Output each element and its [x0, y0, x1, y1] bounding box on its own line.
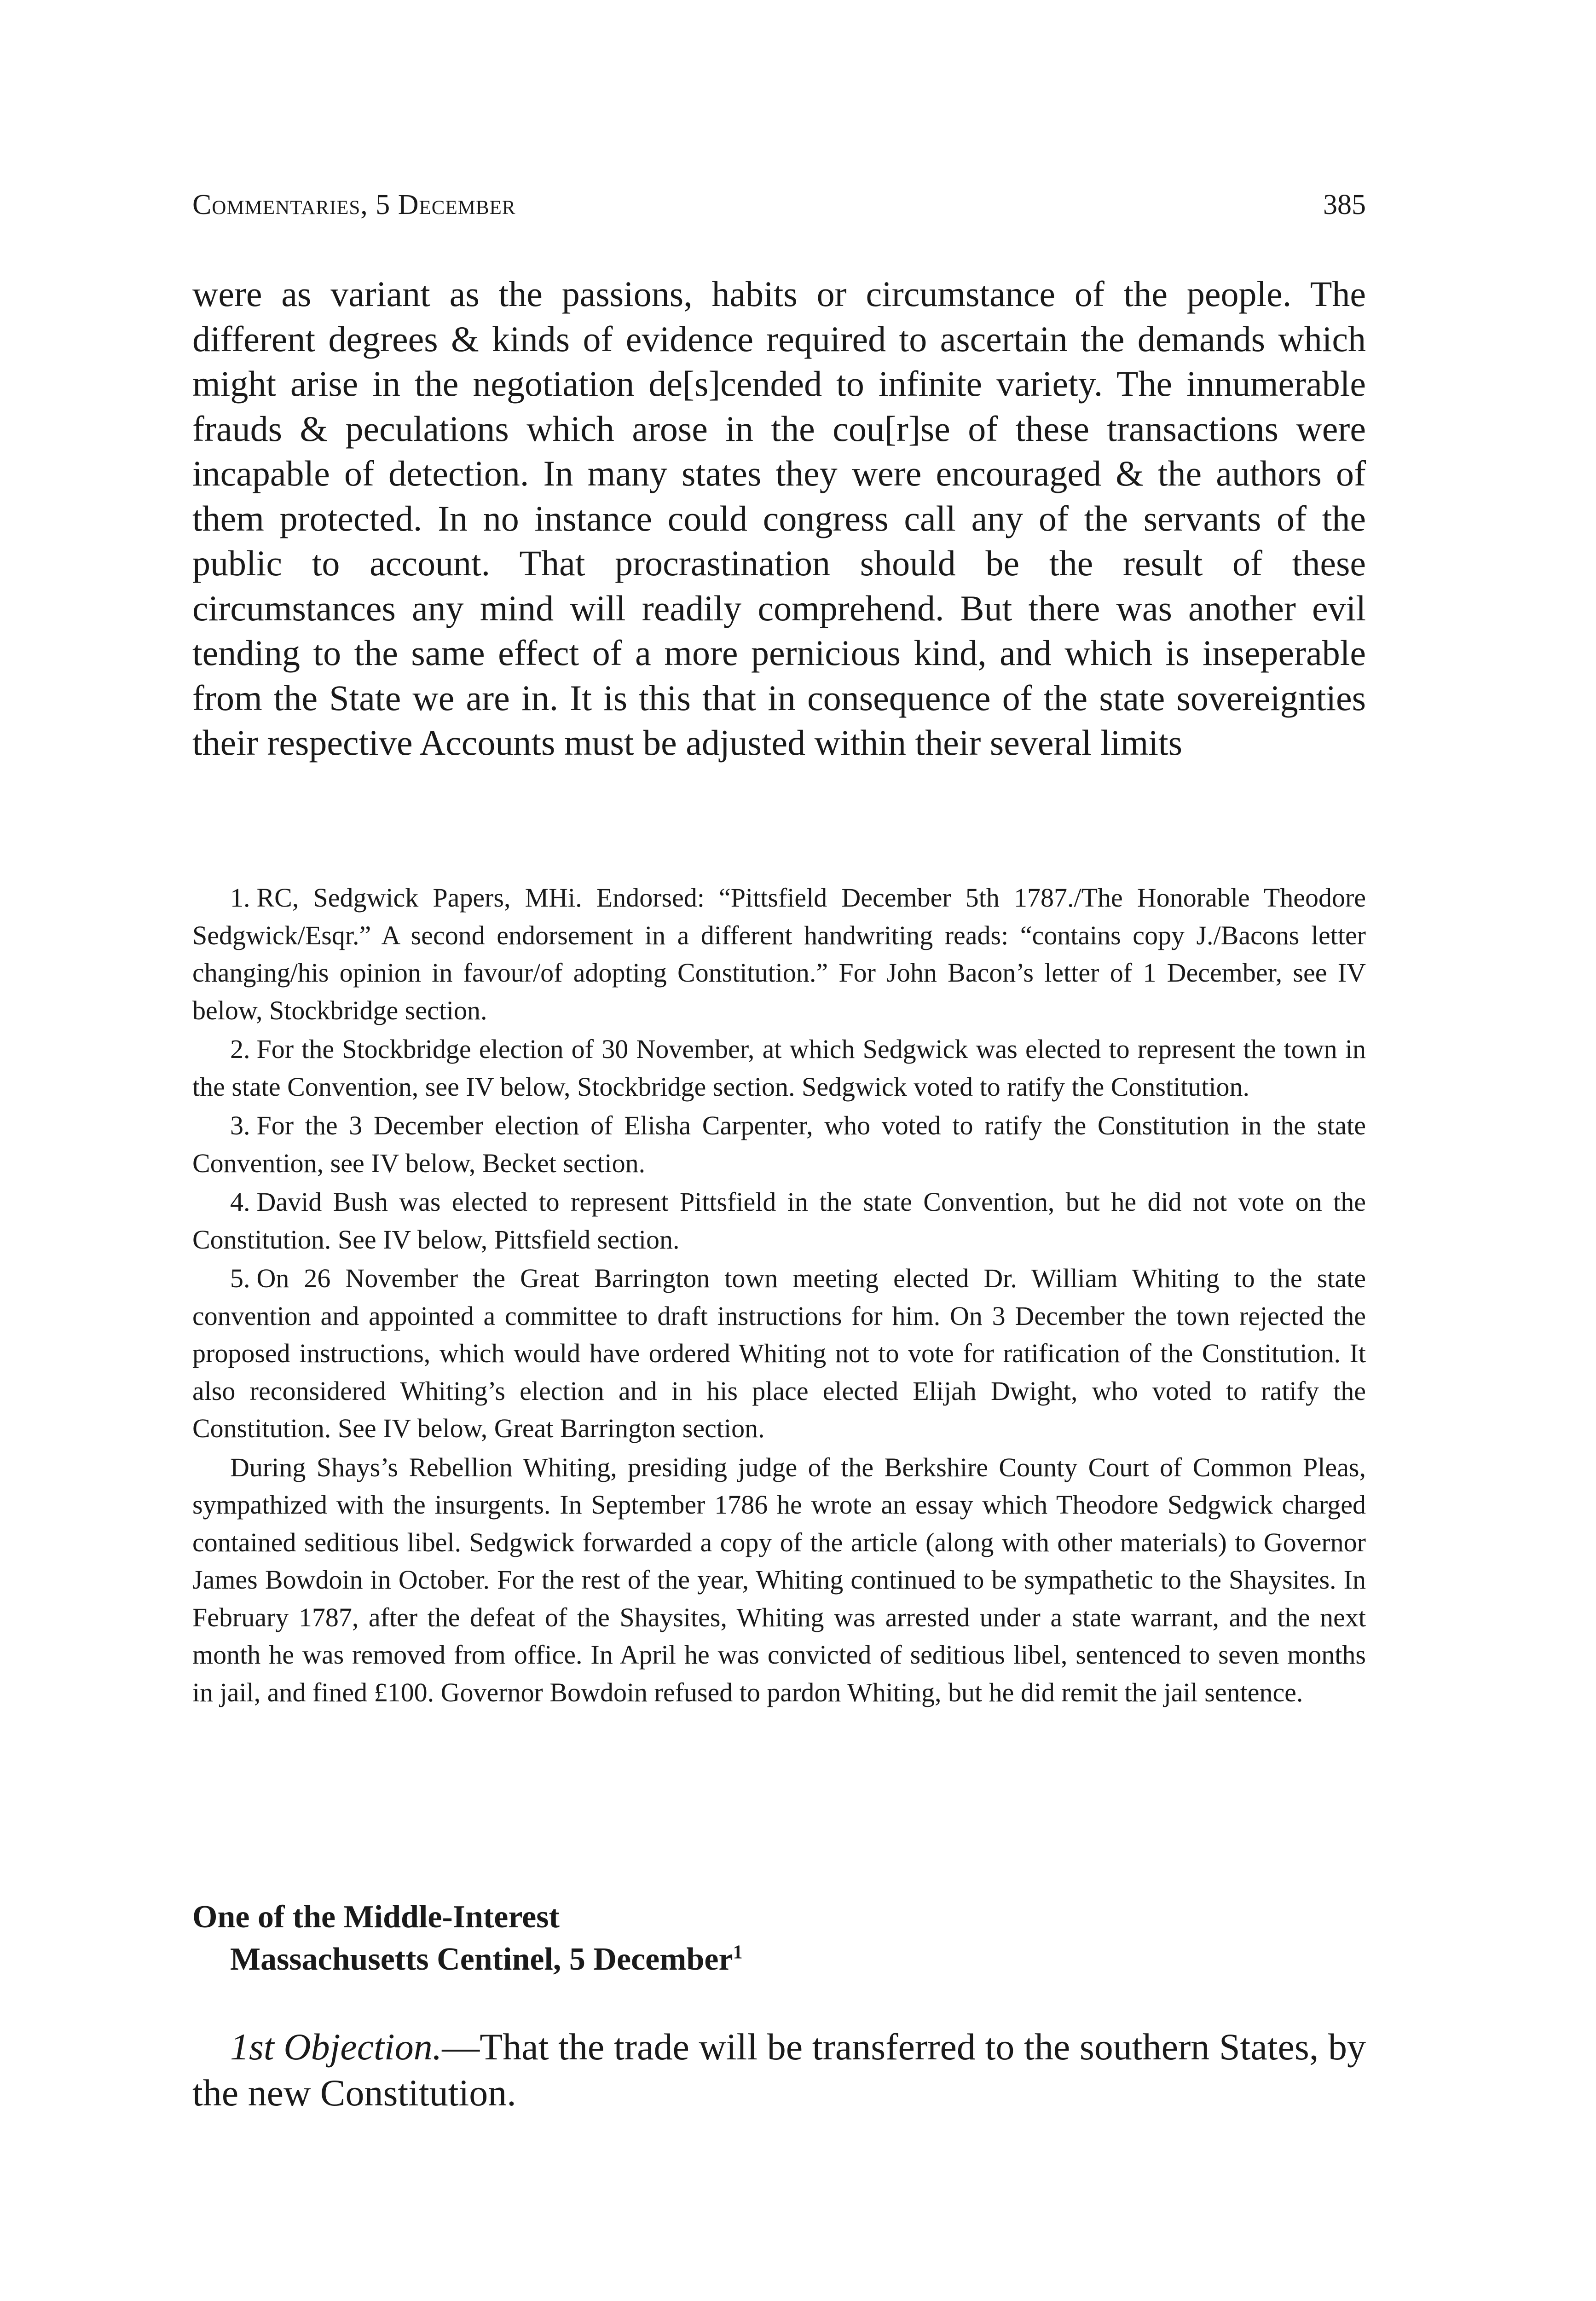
page-number: 385	[1323, 189, 1366, 220]
footnote-item	[192, 1107, 1366, 1182]
section-source	[192, 1938, 743, 1981]
footnote-text: For the 3 December election of Elisha Carpenter, who voted to ratify the Constitution in the state Convention, see IV below, Becket section.	[192, 1110, 1366, 1178]
section-title: One of the Middle-Interest	[192, 1899, 560, 1935]
footnotes	[192, 879, 1366, 1712]
footnote-number: 3.	[230, 1110, 250, 1140]
objection-text: —That the trade will be transferred to the southern States, by the new Constitution.	[192, 2026, 1366, 2114]
footnote-text: On 26 November the Great Barrington town meeting elected Dr. William Whiting to the state convention and appointed a committee to draft instructions for him. On 3 December the town rejected the proposed instructions, which would have ordered Whiting not to vote for ratification of the Constitution. It also reconsidered Whiting’s election and in his place elected Elijah Dwight, who voted to ratify the Constitution. See IV below, Great Barrington section.	[192, 1263, 1366, 1443]
body-paragraph: were as variant as the passions, habits or circumstance of the people. The different degrees & kinds of evidence required to ascertain the demands which might arise in the negotiation de[s]cended to infinite variety. The innumerable frauds & peculations which arose in the cou[r]se of these transactions were incapable of detection. In many states they were encouraged & the authors of them protected. In no instance could congress call any of the servants of the public to account. That procrastination should be the result of these circumstances any mind will readily comprehend. But there was another evil tending to the same effect of a more pernicious kind, and which is inseperable from the State we are in. It is this that in consequence of the state sovereignties their respective Accounts must be adjusted within their several limits	[192, 274, 1366, 763]
footnote-item	[192, 1030, 1366, 1105]
running-title: Commentaries, 5 December	[192, 189, 516, 220]
footnote-number: 5.	[230, 1263, 250, 1293]
footnote-text: During Shays’s Rebellion Whiting, presiding judge of the Berkshire County Court of Common Pleas, sympathized with the insurgents. In September 1786 he wrote an essay which Theodore Sedgwick charged contained seditious libel. Sedgwick forwarded a copy of the article (along with other materials) to Governor James Bowdoin in October. For the rest of the year, Whiting continued to be sympathetic to the Shaysites. In February 1787, after the defeat of the Shaysites, Whiting was arrested under a state warrant, and the next month he was removed from office. In April he was convicted of seditious libel, sentenced to seven months in jail, and fined £100. Governor Bowdoin refused to pardon Whiting, but he did remit the jail sentence.	[192, 1452, 1366, 1707]
footnote-number: 1.	[230, 883, 250, 913]
footnote-continuation	[192, 1449, 1366, 1711]
footnote-text: For the Stockbridge election of 30 November, at which Sedgwick was elected to represent the town in the state Convention, see IV below, Stockbridge section. Sedgwick voted to ratify the Constitution.	[192, 1034, 1366, 1102]
footnote-text: David Bush was elected to represent Pittsfield in the state Convention, but he did not vote on the Constitution. See IV below, Pittsfield section.	[192, 1187, 1366, 1255]
footnote-number: 2.	[230, 1034, 250, 1064]
footnote-number: 4.	[230, 1187, 250, 1217]
section-source-text: Massachusetts Centinel, 5 December	[230, 1942, 733, 1977]
running-head	[192, 184, 1366, 225]
footnote-item	[192, 1183, 1366, 1258]
footnote-item	[192, 1260, 1366, 1447]
footnote-reference: 1	[733, 1942, 743, 1963]
objection-paragraph	[192, 2024, 1366, 2116]
footnote-item	[192, 879, 1366, 1029]
objection-label: 1st Objection.	[230, 2026, 442, 2068]
section-headline	[192, 1896, 743, 1981]
footnote-text: RC, Sedgwick Papers, MHi. Endorsed: “Pittsfield December 5th 1787./The Honorable Theodore Sedgwick/Esqr.” A second endorsement in a different handwriting reads: “contains copy J./Bacons letter changing/his opinion in favour/of adopting Constitution.” For John Bacon’s letter of 1 December, see IV below, Stockbridge section.	[192, 883, 1366, 1025]
